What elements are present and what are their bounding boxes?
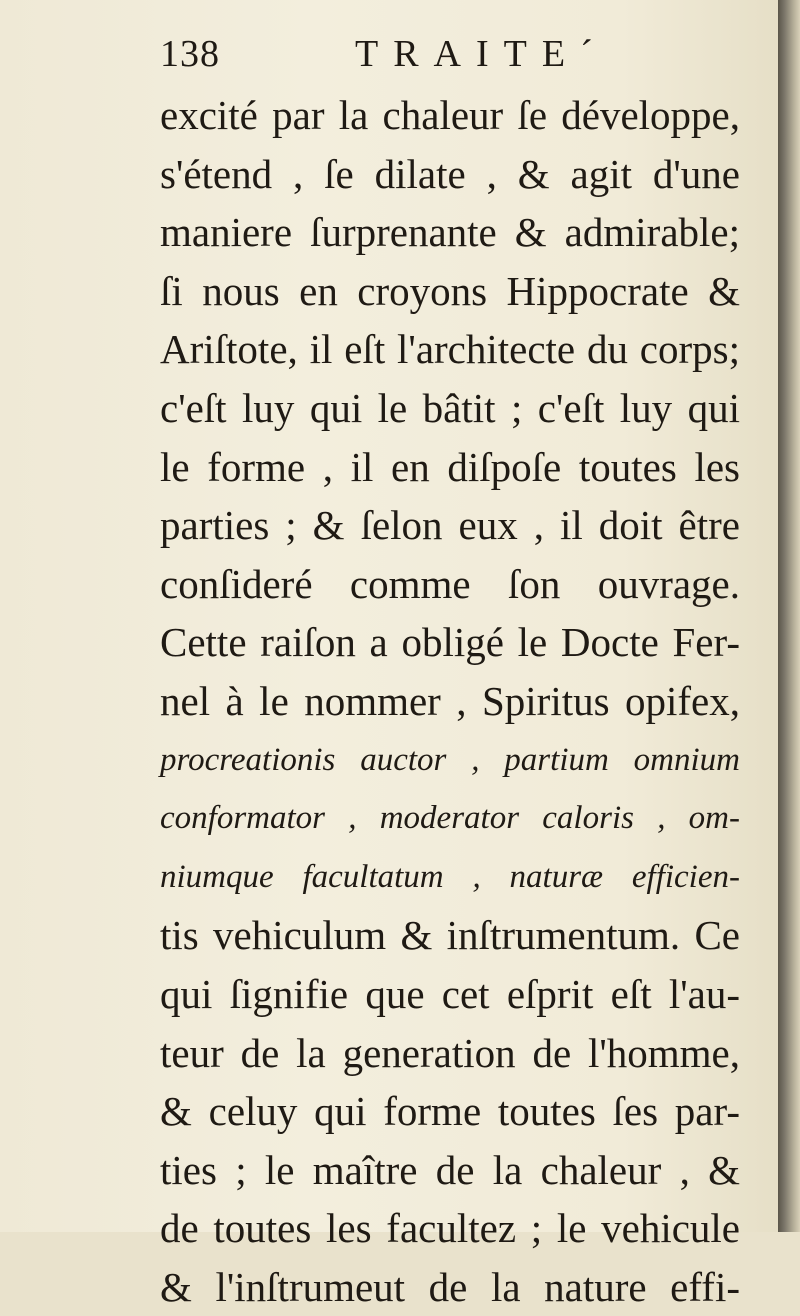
text-line: & celuy qui forme toutes ſes par- (160, 1088, 740, 1135)
text-line: parties ; & ſelon eux , il doit être (160, 502, 740, 549)
text-line: qui ſignifie que cet eſprit eſt l'au- (160, 970, 740, 1017)
page-header (160, 30, 740, 90)
text-line: de toutes les facultez ; le vehicule (160, 1205, 740, 1252)
text-line: & l'inſtrumeut de la nature effi- (160, 1263, 740, 1310)
text-line: teur de la generation de l'homme, (160, 1029, 740, 1076)
text-line: ſi nous en croyons Hippocrate & (160, 267, 740, 314)
text-line: Cette raiſon a obligé le Docte Fer- (160, 619, 740, 666)
text-line: Ariſtote, il eſt l'architecte du corps; (160, 326, 740, 373)
text-line: ties ; le maître de la chaleur , & (160, 1146, 740, 1193)
text-line: maniere ſurprenante & admirable; (160, 209, 740, 256)
text-line-latin: procreationis auctor , partium omnium (160, 741, 740, 778)
text-line-latin: conformator , moderator caloris , om- (160, 800, 740, 837)
running-head: TRAITE´ (355, 33, 608, 75)
book-gutter (778, 0, 800, 1232)
page-number: 138 (160, 33, 220, 75)
text-line: le forme , il en diſpoſe toutes les (160, 443, 740, 490)
text-line: tis vehiculum & inſtrumentum. Ce (160, 912, 740, 959)
text-line: excité par la chaleur ſe développe, (160, 92, 740, 138)
text-line: s'étend , ſe dilate , & agit d'une (160, 150, 740, 197)
text-line: c'eſt luy qui le bâtit ; c'eſt luy qui (160, 384, 740, 431)
text-line-latin: niumque facultatum , naturæ efficien- (160, 858, 740, 895)
text-line: nel à le nommer , Spiritus opifex, (160, 677, 740, 724)
text-line: conſideré comme ſon ouvrage. (160, 560, 740, 607)
body-text (160, 86, 740, 1316)
